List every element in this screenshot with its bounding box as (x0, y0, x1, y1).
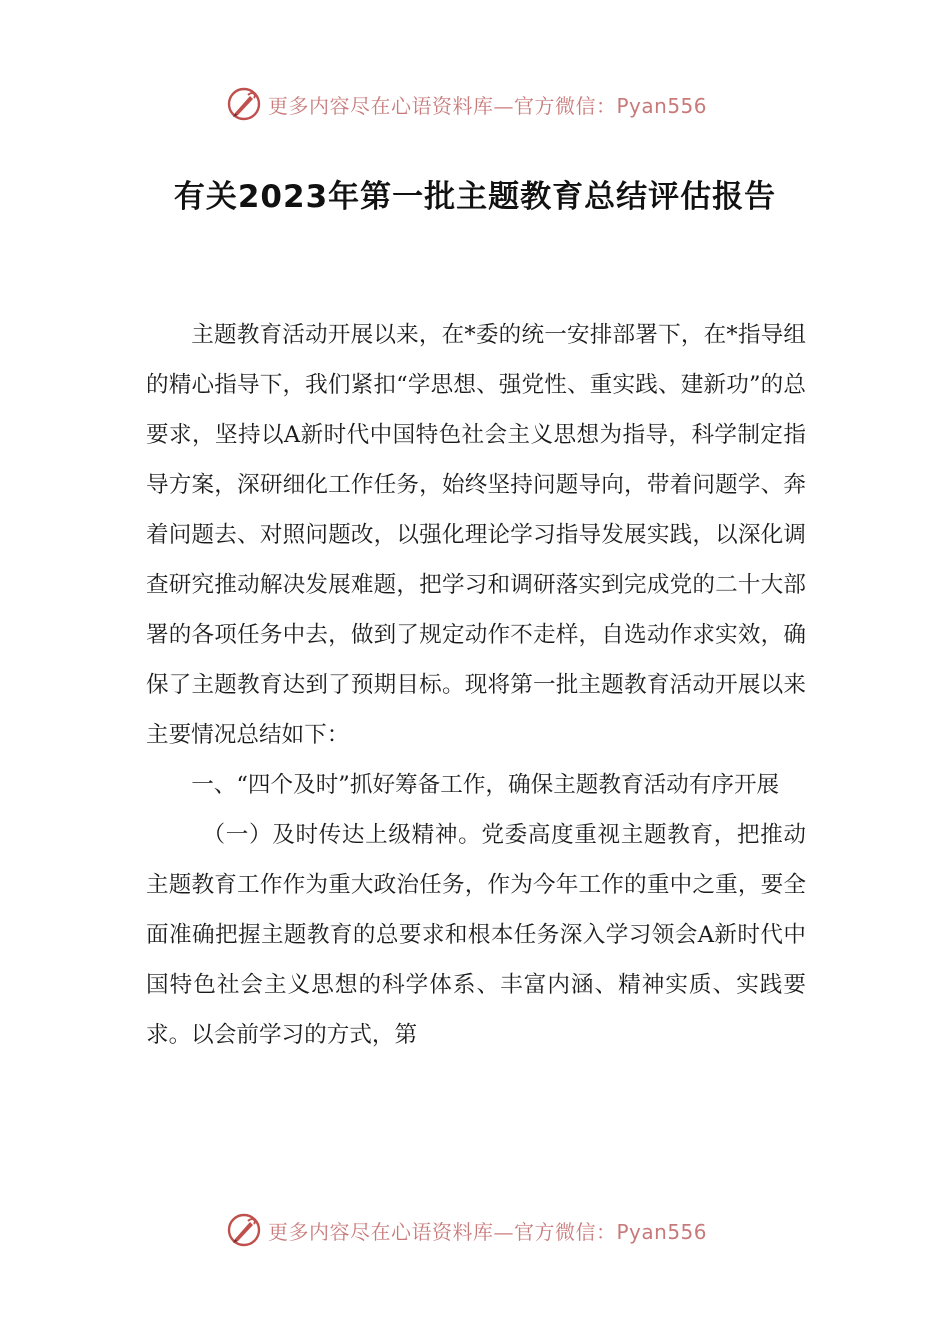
document-title: 有关2023年第一批主题教育总结评估报告 (173, 179, 777, 215)
watermark-text: 更多内容尽在心语资料库—官方微信：Pyan556 (268, 93, 708, 118)
subsection-paragraph: （一）及时传达上级精神。党委高度重视主题教育，把推动主题教育工作作为重大政治任务，作为今年工作的重中之重，要全面准确把握主题教育的总要求和根本任务深入学习领会A新时代中国特色社会主义思想的科学体系、丰富内涵、精神实质、实践要求。以会前学习的方式，第 (146, 822, 806, 1048)
pen-logo-icon (226, 1212, 262, 1248)
document-body (146, 310, 806, 1060)
intro-paragraph: 主题教育活动开展以来，在*委的统一安排部署下，在*指导组的精心指导下，我们紧扣“学思想、强党性、重实践、建新功”的总要求，坚持以A新时代中国特色社会主义思想为指导，科学制定指导方案，深研细化工作任务，始终坚持问题导向，带着问题学、奔着问题去、对照问题改，以强化理论学习指导发展实践，以深化调查研究推动解决发展难题，把学习和调研落实到完成党的二十大部署的各项任务中去，做到了规定动作不走样，自选动作求实效，确保了主题教育达到了预期目标。现将第一批主题教育活动开展以来主要情况总结如下： (146, 322, 806, 748)
pen-logo-icon (226, 86, 262, 122)
header-watermark (226, 86, 746, 122)
footer-watermark (226, 1212, 746, 1248)
section-heading: 一、“四个及时”抓好筹备工作，确保主题教育活动有序开展 (191, 772, 780, 798)
watermark-text: 更多内容尽在心语资料库—官方微信：Pyan556 (268, 1219, 708, 1244)
